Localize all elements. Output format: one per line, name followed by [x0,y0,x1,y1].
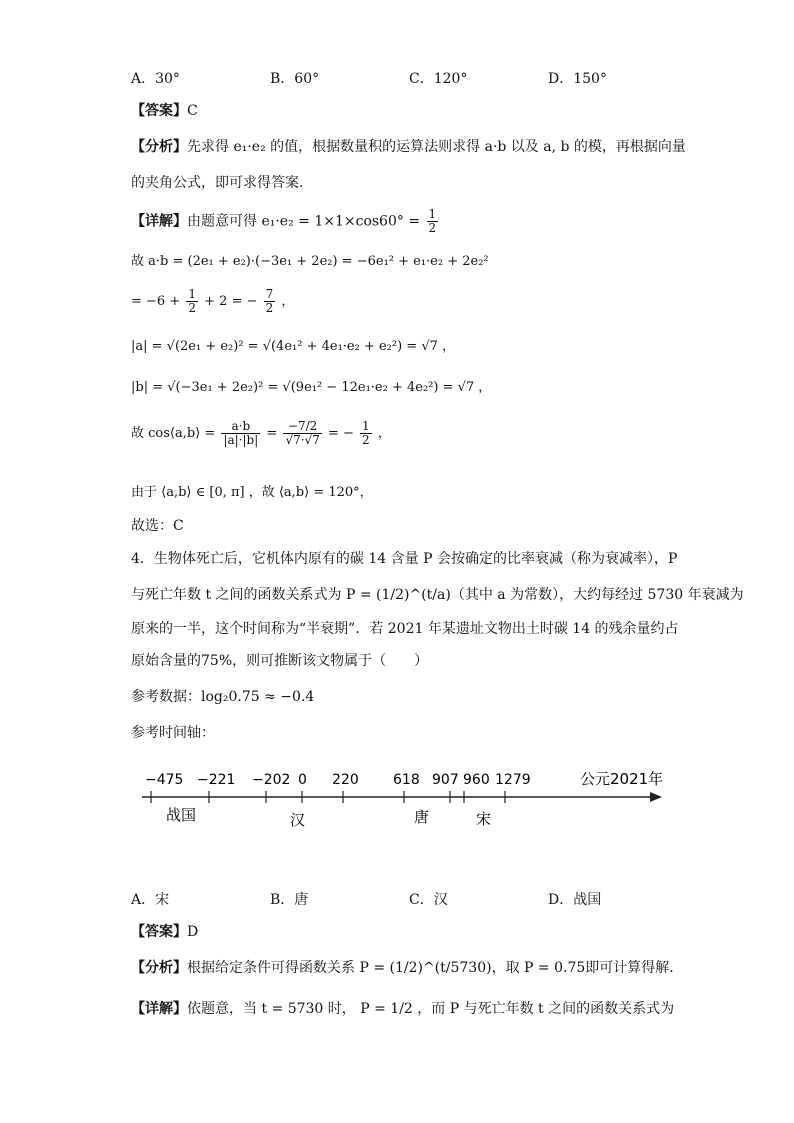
q4-answer [131,921,198,941]
timeline-tick-label: 618 [393,772,420,788]
analysis-tag: 【分析】 [131,139,187,155]
q3-step2: = −6 + $\frac{1}{2}$ + 2 = − $\frac{7}{2}$ ， [131,287,295,315]
timeline-arrow [650,792,662,802]
timeline-end-label: 公元2021年 [580,770,664,788]
q4-stem-line1: 4．生物体死亡后，它机体内原有的碳 14 含量 P 会按确定的比率衰减（称为衰减率），P [131,551,678,567]
era-label: 唐 [414,808,430,826]
q3-step5: 故 cos⟨a,b⟩ = $\frac{a\cdot b}{|a|\cdot|b|}$ = $\frac{-7/2}{√7\cdot√7}$ = − $\frac{1}{2}$ ， [131,419,391,447]
q4-option-d: D．战国 [548,892,602,908]
fraction: $\frac{1}{2}$ [362,419,370,447]
timeline-figure [130,760,670,840]
q4-analysis [131,957,674,977]
q4-ref-timeline: 参考时间轴： [131,725,215,741]
q3-step4: |b| = √(−3e₁ + 2e₂)² = √(9e₁² − 12e₁·e₂ + 4e₂²) = √7 ， [131,380,492,395]
fraction: $\frac{-7/2}{√7\cdot√7}$ [285,419,320,447]
timeline-tick-label: −475 [145,772,184,788]
timeline-tick-label: −202 [252,772,291,788]
q3-step6: 由于 ⟨a,b⟩ ∈ [0, π] ，故 ⟨a,b⟩ = 120°， [131,485,373,500]
q4-option-b: B．唐 [270,892,309,908]
answer-tag: 【答案】 [131,103,187,119]
fraction: $\frac{1}{2}$ [428,207,437,235]
detail-text: 由题意可得 e₁·e₂ = 1×1×cos60° = [187,213,421,230]
timeline-tick-label: 1279 [495,772,531,788]
timeline-tick-label: 220 [332,772,359,788]
q3-answer [131,100,198,120]
analysis-tag: 【分析】 [131,960,187,976]
detail-tag: 【详解】 [131,1001,187,1017]
timeline-labels [145,772,531,788]
q4-option-c: C．汉 [409,892,448,908]
q4-stem-line4: 原始含量的75%，则可推断该文物属于（ ） [131,653,429,669]
q4-stem-line2: 与死亡年数 t 之间的函数关系式为 P = (1/2)^(t/a)（其中 a 为常数），大约每经过 5730 年衰减为 [131,587,744,603]
q3-step1: 故 a·b = (2e₁ + e₂)·(−3e₁ + 2e₂) = −6e₁² + e₁·e₂ + 2e₂² [131,254,489,269]
q4-detail [131,998,674,1018]
timeline-tick-label: 960 [463,772,490,788]
answer-tag: 【答案】 [131,924,187,940]
q3-step3: |a| = √(2e₁ + e₂)² = √(4e₁² + 4e₁·e₂ + e₂²) = √7 ， [131,339,456,354]
timeline-tick-label: 0 [298,772,307,788]
era-label: 汉 [290,811,306,829]
timeline-tick-label: −221 [197,772,236,788]
q3-option-d: D．150° [548,71,607,87]
answer-value: C [187,103,198,119]
fraction: $\frac{7}{2}$ [265,287,274,315]
q3-analysis-line1 [131,136,686,156]
analysis-text: 根据给定条件可得函数关系 P = (1/2)^(t/5730)，取 P = 0.75即可计算得解. [187,960,674,976]
answer-value: D [187,924,199,940]
era-label: 战国 [166,806,197,824]
q3-analysis-line2: 的夹角公式，即可求得答案. [131,175,304,191]
era-label: 宋 [476,810,492,828]
detail-text: 依题意，当 t = 5730 时， P = 1/2 ，而 P 与死亡年数 t 之间的函数关系式为 [187,1001,675,1017]
q3-option-b: B．60° [270,71,320,87]
fraction: $\frac{a\cdot b}{|a|\cdot|b|}$ [223,419,259,447]
fraction: $\frac{1}{2}$ [188,287,196,315]
analysis-text: 先求得 e₁·e₂ 的值，根据数量积的运算法则求得 a·b 以及 a, b 的模，再根据向量 [187,139,686,155]
q3-option-c: C．120° [409,71,468,87]
timeline-tick-label: 907 [432,772,459,788]
q3-detail [131,208,440,235]
detail-tag: 【详解】 [131,213,187,230]
q4-stem-line3: 原来的一半，这个时间称为“半衰期”．若 2021 年某遗址文物出土时碳 14 的残余量约占 [131,621,679,637]
q3-choose: 故选：C [131,518,184,534]
q4-option-a: A．宋 [131,892,170,908]
q4-ref-data: 参考数据：log₂0.75 ≈ −0.4 [131,689,315,705]
q3-option-a: A．30° [131,71,180,87]
